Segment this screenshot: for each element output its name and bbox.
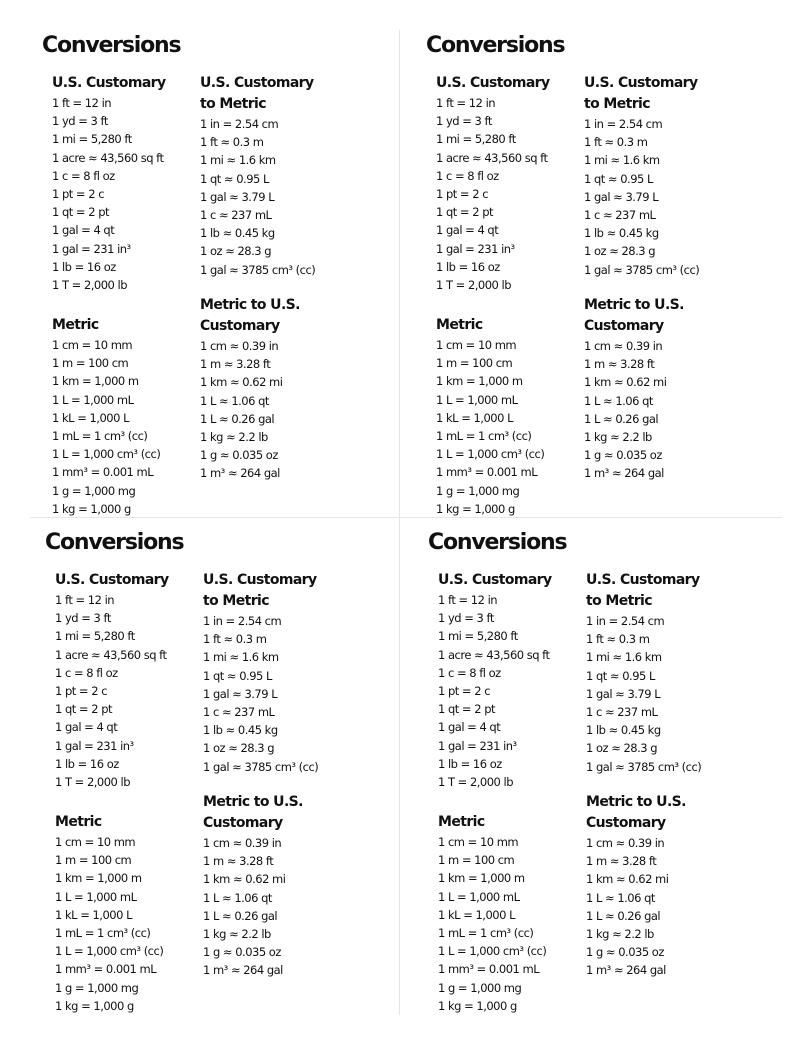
conversion-row: 1 kg = 1,000 g <box>436 501 515 516</box>
conversion-row: 1 gal = 231 in³ <box>52 241 131 256</box>
metric-to-us-section <box>584 295 684 483</box>
us-customary-heading: U.S. Customary <box>55 572 169 588</box>
conversion-row: 1 g ≈ 0.035 oz <box>200 448 278 463</box>
conversion-row: 1 g ≈ 0.035 oz <box>203 945 281 960</box>
us-to-metric-heading-line2: to Metric <box>584 96 650 112</box>
conversion-row: 1 g = 1,000 mg <box>438 980 522 995</box>
conversion-row: 1 qt ≈ 0.95 L <box>200 171 269 186</box>
conversion-row: 1 kg ≈ 2.2 lb <box>203 927 271 942</box>
conversion-row: 1 m = 100 cm <box>438 853 515 868</box>
metric-heading: Metric <box>52 317 99 333</box>
conversion-row: 1 mm³ = 0.001 mL <box>438 962 540 977</box>
conversion-row: 1 c ≈ 237 mL <box>200 208 272 223</box>
conversion-row: 1 T = 2,000 lb <box>52 278 128 293</box>
conversion-row: 1 yd = 3 ft <box>55 611 111 626</box>
metric-to-us-heading-line1: Metric to U.S. <box>203 794 303 810</box>
conversion-row: 1 gal = 231 in³ <box>436 241 515 256</box>
conversion-row: 1 qt = 2 pt <box>55 702 113 717</box>
metric-heading: Metric <box>55 814 102 830</box>
us-customary-heading: U.S. Customary <box>436 75 550 91</box>
conversion-row: 1 cm ≈ 0.39 in <box>584 339 663 353</box>
conversion-row: 1 yd = 3 ft <box>436 114 492 129</box>
conversion-row: 1 g = 1,000 mg <box>55 980 139 995</box>
conversion-row: 1 lb = 16 oz <box>438 756 502 771</box>
conversion-row: 1 mi = 5,280 ft <box>52 132 132 147</box>
conversion-row: 1 ft = 12 in <box>55 593 115 607</box>
conversion-row: 1 in = 2.54 cm <box>584 117 663 131</box>
conversion-row: 1 c ≈ 237 mL <box>203 705 275 720</box>
us-to-metric-section <box>586 570 701 776</box>
conversion-row: 1 T = 2,000 lb <box>55 775 131 790</box>
us-to-metric-heading-line1: U.S. Customary <box>203 572 317 588</box>
metric-to-us-heading-line1: Metric to U.S. <box>200 297 300 313</box>
conversion-row: 1 cm ≈ 0.39 in <box>586 836 665 850</box>
conversion-row: 1 L ≈ 0.26 gal <box>200 411 275 426</box>
conversion-row: 1 kL = 1,000 L <box>438 907 515 922</box>
conversion-row: 1 mi ≈ 1.6 km <box>584 153 660 168</box>
conversion-row: 1 cm = 10 mm <box>438 835 519 849</box>
metric-to-us-heading-line1: Metric to U.S. <box>584 297 684 313</box>
conversion-row: 1 km ≈ 0.62 mi <box>584 375 667 390</box>
conversion-row: 1 acre ≈ 43,560 sq ft <box>438 647 550 662</box>
conversion-row: 1 acre ≈ 43,560 sq ft <box>52 150 164 165</box>
conversion-row: 1 oz ≈ 28.3 g <box>200 244 272 259</box>
conversion-row: 1 g = 1,000 mg <box>436 483 520 498</box>
conversion-row: 1 m = 100 cm <box>436 356 513 371</box>
metric-to-us-heading-line2: Customary <box>584 318 664 334</box>
conversion-card-bottom-left <box>45 530 405 1013</box>
conversion-row: 1 pt = 2 c <box>52 187 105 202</box>
conversion-row: 1 qt = 2 pt <box>52 205 110 220</box>
us-to-metric-section <box>584 73 699 279</box>
conversion-row: 1 kg = 1,000 g <box>55 998 134 1013</box>
conversion-row: 1 L = 1,000 cm³ (cc) <box>436 447 545 462</box>
metric-to-us-heading-line1: Metric to U.S. <box>586 794 686 810</box>
conversion-row: 1 kg ≈ 2.2 lb <box>200 430 268 445</box>
conversion-row: 1 qt = 2 pt <box>438 702 496 717</box>
conversion-row: 1 gal = 231 in³ <box>438 738 517 753</box>
us-customary-section <box>438 570 552 791</box>
conversion-row: 1 mi = 5,280 ft <box>436 132 516 147</box>
conversion-row: 1 gal ≈ 3785 cm³ (cc) <box>203 759 319 774</box>
conversion-row: 1 mm³ = 0.001 mL <box>55 962 157 977</box>
conversion-row: 1 m = 100 cm <box>52 356 129 371</box>
conversion-row: 1 km = 1,000 m <box>55 871 142 886</box>
conversion-row: 1 in = 2.54 cm <box>203 614 282 628</box>
conversion-row: 1 yd = 3 ft <box>438 611 494 626</box>
metric-section <box>438 812 546 1015</box>
metric-section <box>55 812 163 1015</box>
conversion-row: 1 pt = 2 c <box>438 684 491 699</box>
conversion-row: 1 c = 8 fl oz <box>438 665 501 680</box>
conversion-row: 1 kL = 1,000 L <box>436 410 513 425</box>
conversion-row: 1 qt ≈ 0.95 L <box>203 668 272 683</box>
conversion-row: 1 oz ≈ 28.3 g <box>203 741 275 756</box>
conversion-row: 1 c = 8 fl oz <box>55 665 118 680</box>
conversion-row: 1 mm³ = 0.001 mL <box>436 465 538 480</box>
conversion-row: 1 T = 2,000 lb <box>436 278 512 293</box>
conversion-row: 1 mm³ = 0.001 mL <box>52 465 154 480</box>
conversion-row: 1 km ≈ 0.62 mi <box>586 872 669 887</box>
conversion-row: 1 kL = 1,000 L <box>52 410 129 425</box>
conversion-row: 1 L ≈ 1.06 qt <box>584 393 653 408</box>
conversion-card-top-right <box>426 33 786 516</box>
conversion-row: 1 m³ ≈ 264 gal <box>200 466 280 481</box>
conversion-row: 1 lb ≈ 0.45 kg <box>586 723 661 738</box>
conversion-row: 1 cm = 10 mm <box>436 338 517 352</box>
card-title: Conversions <box>426 33 565 58</box>
conversion-row: 1 mi ≈ 1.6 km <box>200 153 276 168</box>
conversion-row: 1 acre ≈ 43,560 sq ft <box>55 647 167 662</box>
conversion-row: 1 lb ≈ 0.45 kg <box>200 226 275 241</box>
conversion-row: 1 ft ≈ 0.3 m <box>200 135 264 150</box>
conversion-row: 1 c = 8 fl oz <box>52 168 115 183</box>
card-title: Conversions <box>428 530 567 555</box>
conversion-card-top-left <box>42 33 402 516</box>
conversion-row: 1 kg ≈ 2.2 lb <box>584 430 652 445</box>
conversion-row: 1 cm = 10 mm <box>52 338 133 352</box>
card-title: Conversions <box>42 33 181 58</box>
conversion-row: 1 c = 8 fl oz <box>436 168 499 183</box>
conversion-row: 1 gal = 4 qt <box>436 223 499 238</box>
metric-heading: Metric <box>438 814 485 830</box>
conversion-row: 1 kg = 1,000 g <box>438 998 517 1013</box>
us-to-metric-heading-line2: to Metric <box>203 593 269 609</box>
us-to-metric-heading-line1: U.S. Customary <box>586 572 700 588</box>
metric-section <box>436 315 544 518</box>
conversion-row: 1 mL = 1 cm³ (cc) <box>55 926 151 941</box>
us-customary-section <box>436 73 550 294</box>
conversion-row: 1 mL = 1 cm³ (cc) <box>438 926 534 941</box>
us-to-metric-heading-line2: to Metric <box>200 96 266 112</box>
us-customary-section <box>52 73 166 294</box>
metric-section <box>52 315 160 518</box>
conversion-row: 1 mi ≈ 1.6 km <box>586 650 662 665</box>
conversion-row: 1 m = 100 cm <box>55 853 132 868</box>
conversion-row: 1 m³ ≈ 264 gal <box>584 466 664 481</box>
conversion-row: 1 g ≈ 0.035 oz <box>584 448 662 463</box>
conversion-row: 1 gal = 231 in³ <box>55 738 134 753</box>
conversion-row: 1 km ≈ 0.62 mi <box>200 375 283 390</box>
conversion-row: 1 L ≈ 1.06 qt <box>200 393 269 408</box>
us-to-metric-section <box>203 570 318 776</box>
metric-heading: Metric <box>436 317 483 333</box>
metric-to-us-heading-line2: Customary <box>586 815 666 831</box>
conversion-row: 1 lb = 16 oz <box>55 756 119 771</box>
conversion-row: 1 gal = 4 qt <box>438 720 501 735</box>
conversion-row: 1 mi ≈ 1.6 km <box>203 650 279 665</box>
conversion-row: 1 L ≈ 0.26 gal <box>584 411 659 426</box>
conversion-row: 1 L = 1,000 mL <box>52 392 134 407</box>
us-customary-heading: U.S. Customary <box>52 75 166 91</box>
conversion-row: 1 ft ≈ 0.3 m <box>584 135 648 150</box>
conversion-row: 1 L ≈ 0.26 gal <box>586 908 661 923</box>
conversion-row: 1 km ≈ 0.62 mi <box>203 872 286 887</box>
conversion-card-bottom-right <box>428 530 788 1013</box>
conversion-row: 1 g = 1,000 mg <box>52 483 136 498</box>
conversion-row: 1 kg = 1,000 g <box>52 501 131 516</box>
conversion-row: 1 g ≈ 0.035 oz <box>586 945 664 960</box>
us-to-metric-heading-line1: U.S. Customary <box>584 75 698 91</box>
conversion-row: 1 oz ≈ 28.3 g <box>584 244 656 259</box>
conversion-row: 1 c ≈ 237 mL <box>584 208 656 223</box>
conversion-row: 1 lb ≈ 0.45 kg <box>203 723 278 738</box>
conversion-row: 1 ft = 12 in <box>436 96 496 110</box>
conversion-row: 1 L = 1,000 mL <box>55 889 137 904</box>
conversion-row: 1 ft = 12 in <box>438 593 498 607</box>
conversion-row: 1 c ≈ 237 mL <box>586 705 658 720</box>
conversion-row: 1 pt = 2 c <box>55 684 108 699</box>
metric-to-us-heading-line2: Customary <box>203 815 283 831</box>
conversion-row: 1 L = 1,000 cm³ (cc) <box>52 447 161 462</box>
conversion-row: 1 mi = 5,280 ft <box>55 629 135 644</box>
conversion-row: 1 gal ≈ 3785 cm³ (cc) <box>200 262 316 277</box>
conversion-row: 1 gal = 4 qt <box>52 223 115 238</box>
conversion-row: 1 gal ≈ 3.79 L <box>200 189 275 204</box>
conversion-row: 1 ft ≈ 0.3 m <box>203 632 267 647</box>
conversion-row: 1 m³ ≈ 264 gal <box>203 963 283 978</box>
metric-to-us-heading-line2: Customary <box>200 318 280 334</box>
conversion-row: 1 gal = 4 qt <box>55 720 118 735</box>
conversion-row: 1 qt ≈ 0.95 L <box>586 668 655 683</box>
conversion-row: 1 lb = 16 oz <box>436 259 500 274</box>
conversion-row: 1 kg ≈ 2.2 lb <box>586 927 654 942</box>
conversion-row: 1 T = 2,000 lb <box>438 775 514 790</box>
conversion-row: 1 lb ≈ 0.45 kg <box>584 226 659 241</box>
conversion-row: 1 oz ≈ 28.3 g <box>586 741 658 756</box>
metric-to-us-section <box>203 792 303 980</box>
conversion-row: 1 in = 2.54 cm <box>200 117 279 131</box>
conversion-row: 1 kL = 1,000 L <box>55 907 132 922</box>
conversion-row: 1 acre ≈ 43,560 sq ft <box>436 150 548 165</box>
conversion-row: 1 m ≈ 3.28 ft <box>200 357 271 372</box>
us-to-metric-section <box>200 73 315 279</box>
conversion-row: 1 yd = 3 ft <box>52 114 108 129</box>
conversion-row: 1 L = 1,000 mL <box>438 889 520 904</box>
us-customary-section <box>55 570 169 791</box>
conversion-row: 1 L ≈ 0.26 gal <box>203 908 278 923</box>
card-title: Conversions <box>45 530 184 555</box>
conversion-row: 1 km = 1,000 m <box>436 374 523 389</box>
us-to-metric-heading-line2: to Metric <box>586 593 652 609</box>
conversion-row: 1 L ≈ 1.06 qt <box>203 890 272 905</box>
conversion-row: 1 qt = 2 pt <box>436 205 494 220</box>
conversion-row: 1 mL = 1 cm³ (cc) <box>52 429 148 444</box>
conversion-row: 1 gal ≈ 3785 cm³ (cc) <box>584 262 700 277</box>
conversion-row: 1 L = 1,000 mL <box>436 392 518 407</box>
conversion-row: 1 L = 1,000 cm³ (cc) <box>438 944 547 959</box>
conversion-row: 1 m ≈ 3.28 ft <box>586 854 657 869</box>
conversion-row: 1 mi = 5,280 ft <box>438 629 518 644</box>
conversion-row: 1 in = 2.54 cm <box>586 614 665 628</box>
metric-to-us-section <box>586 792 686 980</box>
conversion-row: 1 lb = 16 oz <box>52 259 116 274</box>
conversion-row: 1 gal ≈ 3.79 L <box>586 686 661 701</box>
conversion-row: 1 m³ ≈ 264 gal <box>586 963 666 978</box>
conversion-row: 1 km = 1,000 m <box>52 374 139 389</box>
conversion-row: 1 gal ≈ 3785 cm³ (cc) <box>586 759 702 774</box>
conversion-row: 1 ft ≈ 0.3 m <box>586 632 650 647</box>
metric-to-us-section <box>200 295 300 483</box>
conversion-row: 1 cm = 10 mm <box>55 835 136 849</box>
conversion-row: 1 cm ≈ 0.39 in <box>203 836 282 850</box>
conversion-row: 1 ft = 12 in <box>52 96 112 110</box>
us-to-metric-heading-line1: U.S. Customary <box>200 75 314 91</box>
conversion-row: 1 L = 1,000 cm³ (cc) <box>55 944 164 959</box>
conversion-row: 1 mL = 1 cm³ (cc) <box>436 429 532 444</box>
conversion-row: 1 km = 1,000 m <box>438 871 525 886</box>
conversion-row: 1 qt ≈ 0.95 L <box>584 171 653 186</box>
conversion-row: 1 m ≈ 3.28 ft <box>203 854 274 869</box>
conversion-row: 1 L ≈ 1.06 qt <box>586 890 655 905</box>
us-customary-heading: U.S. Customary <box>438 572 552 588</box>
conversion-row: 1 cm ≈ 0.39 in <box>200 339 279 353</box>
conversion-row: 1 gal ≈ 3.79 L <box>203 686 278 701</box>
conversion-row: 1 pt = 2 c <box>436 187 489 202</box>
conversion-row: 1 m ≈ 3.28 ft <box>584 357 655 372</box>
conversion-row: 1 gal ≈ 3.79 L <box>584 189 659 204</box>
